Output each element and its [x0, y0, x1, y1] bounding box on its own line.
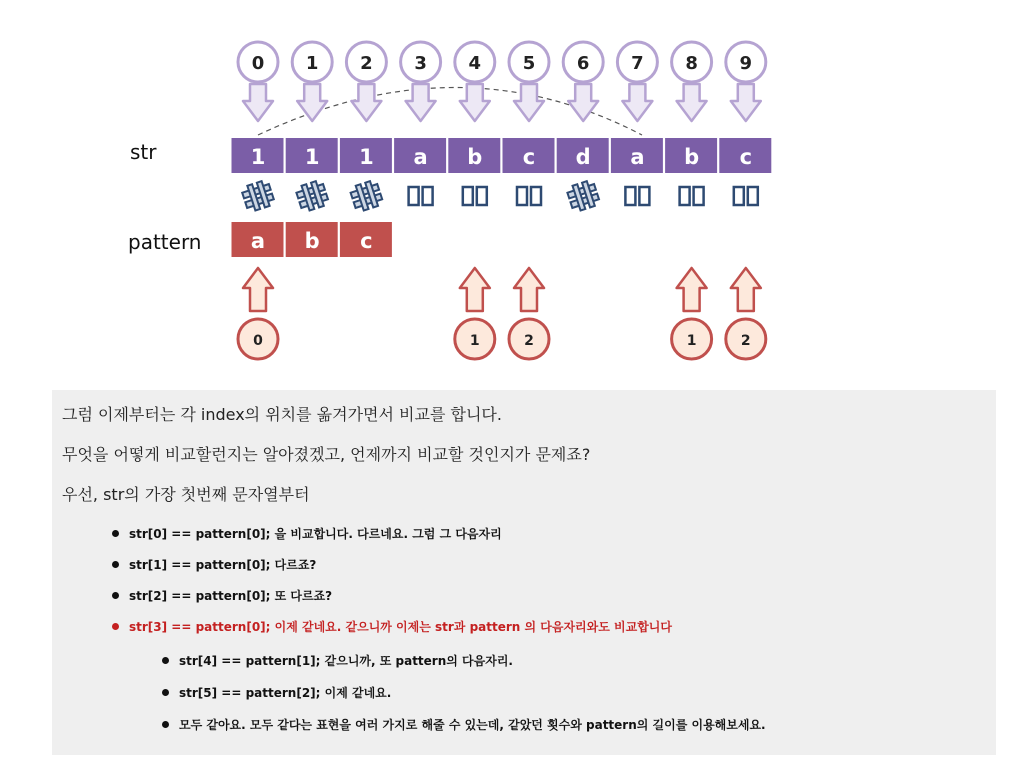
equal-icon: [734, 187, 744, 205]
not-equal-icon: [349, 179, 384, 212]
str-char: 1: [250, 145, 266, 169]
pattern-index-label: 2: [740, 333, 751, 349]
bullet-dot-icon: [162, 721, 169, 728]
equal-icon: [680, 187, 690, 205]
str-char: a: [630, 145, 645, 169]
text-line-2: 무엇을 어떻게 비교할런지는 알아졌겠고, 언제까지 비교할 것인지가 문제죠?: [62, 445, 591, 464]
pattern-char: a: [250, 229, 266, 253]
bullet-dot-icon: [162, 689, 169, 696]
equal-icon: [639, 187, 649, 205]
equal-icon: [409, 187, 419, 205]
index-label: 9: [739, 53, 753, 74]
sub-bullet-item: str[4] == pattern[1]; 같으니까, 또 pattern의 다음자리.: [162, 652, 513, 669]
up-arrow-icon: [731, 268, 761, 311]
pattern-label: pattern: [128, 230, 202, 254]
index-label: 0: [251, 53, 265, 74]
equal-icon: [531, 187, 541, 205]
equal-icon: [423, 187, 433, 205]
bullet-dot-icon: [112, 623, 119, 630]
up-arrow-icon: [677, 268, 707, 311]
equal-icon: [625, 187, 635, 205]
down-arrow-icon: [677, 84, 707, 121]
str-char: c: [522, 145, 536, 169]
string-match-diagram: [0, 0, 1024, 380]
not-equal-icon: [295, 179, 330, 212]
equal-icon: [694, 187, 704, 205]
bullet-dot-icon: [162, 657, 169, 664]
not-equal-icon: [241, 179, 276, 212]
pattern-index-label: 2: [524, 333, 534, 349]
not-equal-icon: [566, 179, 601, 212]
bullet-item-highlight: str[3] == pattern[0]; 이제 같네요. 같으니까 이제는 str과 pattern 의 다음자리와도 비교합니다: [112, 618, 672, 635]
up-arrow-icon: [460, 268, 490, 311]
down-arrow-icon: [351, 84, 381, 121]
str-char: b: [684, 145, 700, 169]
pattern-index-label: 1: [469, 333, 480, 349]
index-label: 7: [631, 53, 644, 74]
str-char: 1: [359, 145, 374, 169]
str-char: b: [467, 145, 483, 169]
sub-bullet-item: 모두 같아요. 모두 같다는 표현을 여러 가지로 해줄 수 있는데, 같았던 횟수와 pattern의 길이를 이용해보세요.: [162, 716, 766, 733]
down-arrow-icon: [406, 84, 436, 121]
index-label: 6: [576, 53, 590, 74]
pattern-index-label: 0: [253, 333, 263, 349]
up-arrow-icon: [243, 268, 273, 311]
index-label: 4: [468, 53, 482, 74]
down-arrow-icon: [297, 84, 327, 121]
str-char: d: [575, 145, 591, 169]
index-label: 2: [360, 53, 373, 74]
index-label: 5: [522, 53, 536, 74]
text-line-1: 그럼 이제부터는 각 index의 위치를 옮겨가면서 비교를 합니다.: [62, 405, 502, 424]
equal-icon: [463, 187, 473, 205]
bullet-dot-icon: [112, 592, 119, 599]
down-arrow-icon: [622, 84, 652, 121]
down-arrow-icon: [514, 84, 544, 121]
index-label: 1: [305, 53, 319, 74]
up-arrow-icon: [514, 268, 544, 311]
str-char: 1: [304, 145, 320, 169]
pattern-char: c: [360, 229, 373, 253]
bullet-dot-icon: [112, 530, 119, 537]
down-arrow-icon: [731, 84, 761, 121]
bullet-dot-icon: [112, 561, 119, 568]
sub-bullet-item: str[5] == pattern[2]; 이제 같네요.: [162, 684, 391, 701]
pattern-char: b: [304, 229, 320, 253]
str-label: str: [130, 140, 157, 164]
bullet-item: str[0] == pattern[0]; 을 비교합니다. 다르네요. 그럼 그 다음자리: [112, 525, 502, 542]
equal-icon: [748, 187, 758, 205]
str-char: c: [739, 145, 753, 169]
bullet-item: str[1] == pattern[0]; 다르죠?: [112, 556, 316, 573]
down-arrow-icon: [568, 84, 598, 121]
text-line-3: 우선, str의 가장 첫번째 문자열부터: [62, 485, 310, 504]
index-label: 8: [685, 53, 698, 74]
down-arrow-icon: [243, 84, 273, 121]
equal-icon: [477, 187, 487, 205]
diagram: [0, 0, 1024, 380]
pattern-index-label: 1: [686, 333, 697, 349]
explanation-panel: [52, 390, 996, 755]
down-arrow-icon: [460, 84, 490, 121]
index-label: 3: [414, 53, 427, 74]
equal-icon: [517, 187, 527, 205]
bullet-item: str[2] == pattern[0]; 또 다르죠?: [112, 587, 332, 604]
str-char: a: [413, 145, 428, 169]
